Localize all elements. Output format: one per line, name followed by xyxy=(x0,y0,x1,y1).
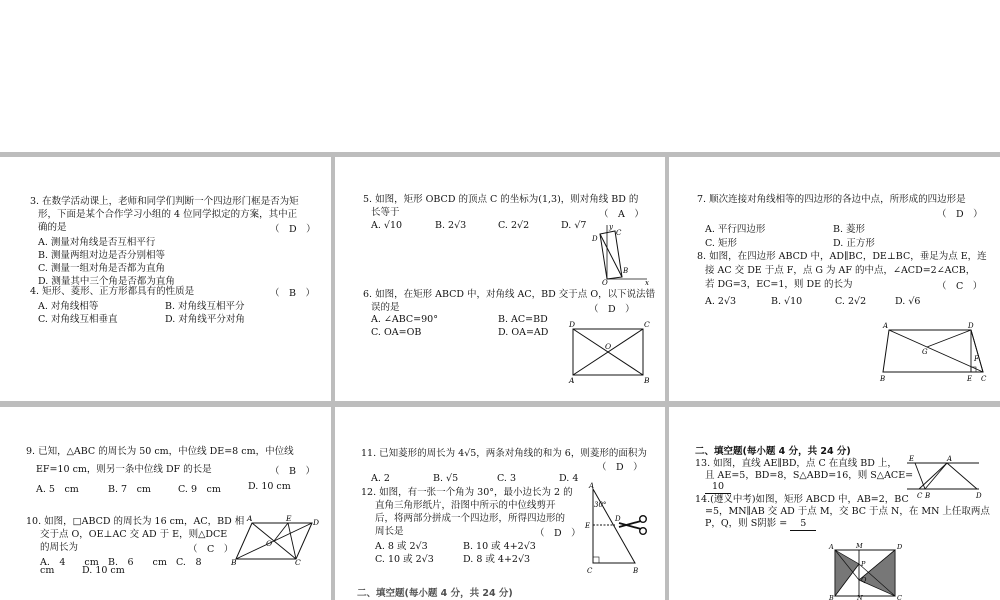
q8-line-1: 8. 如图，在四边形 ABCD 中，AD∥BC，DE⊥BC，垂足为点 E，连 xyxy=(697,251,987,262)
q6-answer: （ D ） xyxy=(589,304,635,315)
q14-line-3: P，Q，则 S阴影 = xyxy=(705,518,788,529)
q6-option-b: B. AC=BD xyxy=(498,314,548,325)
q7-answer: （ D ） xyxy=(937,209,983,220)
q9-line-1: 9. 已知，△ABC 的周长为 50 cm，中位线 DE=8 cm，中位线 xyxy=(26,446,294,457)
q9-option-b: B. 7 cm xyxy=(108,484,151,495)
scissors-icon xyxy=(619,516,646,535)
q13-label-c: C xyxy=(917,492,923,500)
q12-option-a: A. 8 或 2√3 xyxy=(375,541,428,552)
q12-option-d: D. 8 或 4+2√3 xyxy=(463,554,531,565)
q12-line-4: 周长是 xyxy=(375,526,404,537)
q13-answer: 10 xyxy=(705,480,731,494)
q14-answer: 5 xyxy=(790,517,816,531)
q5-option-d: D. √7 xyxy=(561,220,587,231)
q12-line-2: 直角三角形纸片，沿图中所示的中位线剪开 xyxy=(375,500,556,511)
q11-option-b: B. √5 xyxy=(433,473,459,484)
q8-label-c: C xyxy=(981,375,987,383)
q10-label-o: O xyxy=(266,539,273,548)
q5-line-2: 长等于 xyxy=(371,207,400,218)
q8-figure xyxy=(879,320,991,384)
panel-q7-q8 xyxy=(669,157,1000,401)
q3-option-b: B. 测量两组对边是否分别相等 xyxy=(38,250,166,261)
q13-line-2: 且 AE=5，BD=8，S△ABD=16，则 S△ACE= xyxy=(705,470,914,481)
q10-label-e: E xyxy=(286,514,292,523)
q14-label-m: M xyxy=(856,542,863,550)
q4-line: 4. 矩形、菱形、正方形都具有的性质是 xyxy=(30,286,195,297)
q14-label-q: Q xyxy=(861,576,867,584)
q13-line-1: 13. 如图，直线 AE∥BD，点 C 在直线 BD 上， xyxy=(695,458,897,469)
q7-line: 7. 顺次连接对角线相等的四边形的各边中点，所形成的四边形是 xyxy=(697,194,966,205)
q5-label-x: x xyxy=(645,279,649,287)
q5-option-b: B. 2√3 xyxy=(435,220,467,231)
q9-answer: （ B ） xyxy=(270,466,315,477)
q8-label-b: B xyxy=(880,375,886,383)
q6-label-c: C xyxy=(644,320,650,329)
q9-option-a: A. 5 cm xyxy=(36,484,79,495)
q14-line-2: =5，MN∥AB 交 AD 于点 M，交 BC 于点 N，在 MN 上任取两点 xyxy=(705,506,990,517)
q11-answer: （ D ） xyxy=(597,462,643,473)
panel-q9-q10 xyxy=(0,407,331,600)
q9-option-c: C. 9 cm xyxy=(178,484,221,495)
q6-option-d: D. OA=AD xyxy=(498,327,549,338)
q10-label-a: A xyxy=(247,514,253,523)
q6-line-2: 误的是 xyxy=(371,302,400,313)
q8-label-a: A xyxy=(883,322,889,330)
q6-label-a: A xyxy=(569,376,575,385)
q7-option-d: D. 正方形 xyxy=(833,238,875,249)
q10-option-b: B. 6 cm xyxy=(108,557,167,568)
q5-line-1: 5. 如图，矩形 OBCD 的顶点 C 的坐标为(1,3)，则对角线 BD 的 xyxy=(363,194,639,205)
q12-label-e: E xyxy=(585,522,591,530)
q4-option-a: A. 对角线相等 xyxy=(38,301,99,312)
q11-line: 11. 已知菱形的周长为 4√5，两条对角线的和为 6，则菱形的面积为 xyxy=(361,448,647,459)
q7-option-c: C. 矩形 xyxy=(705,238,737,249)
q10-option-a: A. 4 cm xyxy=(40,557,99,568)
panel-q5-q6 xyxy=(335,157,665,401)
q6-figure xyxy=(567,317,655,385)
q11-option-d: D. 4 xyxy=(559,473,579,484)
q8-option-b: B. √10 xyxy=(771,296,803,307)
q8-option-a: A. 2√3 xyxy=(705,296,737,307)
q3-line-1: 3. 在数学活动课上，老师和同学们判断一个四边形门框是否为矩 xyxy=(30,196,299,207)
q5-label-o: O xyxy=(602,279,608,287)
q8-label-d: D xyxy=(968,322,974,330)
panel-q3-q4 xyxy=(0,157,331,401)
q12-label-c: C xyxy=(587,567,593,575)
q8-answer: （ C ） xyxy=(937,281,983,292)
q14-label-c: C xyxy=(897,594,902,600)
q12-label-a: A xyxy=(589,482,595,490)
q3-option-a: A. 测量对角线是否互相平行 xyxy=(38,237,156,248)
q9-option-d: D. 10 cm xyxy=(248,481,291,492)
q13-label-e: E xyxy=(909,455,915,463)
q10-option-d: D. 10 cm xyxy=(82,565,125,576)
q5-figure xyxy=(589,221,651,285)
q12-label-angle: 30° xyxy=(594,501,607,509)
q5-label-d: D xyxy=(592,235,598,243)
q6-label-o: O xyxy=(605,342,612,351)
q13-label-d: D xyxy=(976,492,982,500)
q8-line-3: 若 DG=3，EC=1，则 DE 的长为 xyxy=(705,279,853,290)
q11-option-c: C. 3 xyxy=(497,473,517,484)
q12-figure xyxy=(581,481,657,577)
q14-answer-line xyxy=(705,517,816,531)
q8-label-g: G xyxy=(922,348,928,356)
q4-answer: （ B ） xyxy=(270,288,315,299)
q12-option-b: B. 10 或 4+2√3 xyxy=(463,541,536,552)
q10-option-c: C. 8 xyxy=(176,557,202,568)
q5-option-a: A. √10 xyxy=(371,220,403,231)
q10-label-b: B xyxy=(231,558,237,567)
q4-option-c: C. 对角线互相垂直 xyxy=(38,314,118,325)
q10-answer: （ C ） xyxy=(188,544,234,555)
q5-label-y: y xyxy=(609,223,613,231)
q10-line-3: 的周长为 xyxy=(40,542,79,553)
q6-option-a: A. ∠ABC=90° xyxy=(371,314,438,325)
q3-option-c: C. 测量一组对角是否都为直角 xyxy=(38,263,165,274)
q8-label-f: F xyxy=(974,355,979,363)
q4-option-d: D. 对角线平分对角 xyxy=(165,314,245,325)
q10-line-2: 交于点 O，OE⊥AC 交 AD 于 E，则△DCE xyxy=(40,529,228,540)
q14-label-n: N xyxy=(857,594,863,600)
q12-line-3: 后，将两部分拼成一个四边形，所得四边形的 xyxy=(375,513,566,524)
q8-option-c: C. 2√2 xyxy=(835,296,867,307)
q13-label-b: B xyxy=(925,492,931,500)
q14-label-p: P xyxy=(861,560,866,568)
q13-label-a: A xyxy=(947,455,953,463)
q6-line-1: 6. 如图，在矩形 ABCD 中，对角线 AC，BD 交于点 O，以下说法错 xyxy=(363,289,656,300)
q8-line-2: 接 AC 交 DE 于点 F，点 G 为 AF 的中点，∠ACD=2∠ACB， xyxy=(705,265,976,276)
q7-option-a: A. 平行四边形 xyxy=(705,224,766,235)
q14-figure xyxy=(827,540,907,600)
q9-line-2: EF=10 cm，则另一条中位线 DF 的长是 xyxy=(36,464,212,475)
q13-figure xyxy=(905,451,987,501)
section-title: 二、填空题(每小题 4 分，共 24 分) xyxy=(695,446,851,457)
q14-line-1: 14.(遵义中考)如图，矩形 ABCD 中，AB=2，BC xyxy=(695,494,909,505)
q10-line-1: 10. 如图，□ABCD 的周长为 16 cm，AC，BD 相 xyxy=(26,516,245,527)
q3-option-d: D. 测量其中三个角是否都为直角 xyxy=(38,276,175,287)
q14-label-d: D xyxy=(897,543,903,551)
q6-option-c: C. OA=OB xyxy=(371,327,422,338)
panel-fill-in xyxy=(669,407,1000,600)
q12-answer: （ D ） xyxy=(535,528,581,539)
q7-option-b: B. 菱形 xyxy=(833,224,866,235)
q4-option-b: B. 对角线互相平分 xyxy=(165,301,245,312)
q8-option-d: D. √6 xyxy=(895,296,921,307)
q10-label-d: D xyxy=(313,518,320,527)
q12-line-1: 12. 如图，有一张一个角为 30°，最小边长为 2 的 xyxy=(361,487,573,498)
q3-line-2: 形，下面是某个合作学习小组的 4 位同学拟定的方案，其中正 xyxy=(38,209,298,220)
top-blank-area xyxy=(0,0,1000,152)
q11-option-a: A. 2 xyxy=(371,473,390,484)
q3-answer: （ D ） xyxy=(270,224,316,235)
q5-label-c: C xyxy=(616,229,622,237)
q5-answer: （ A ） xyxy=(599,209,644,220)
q5-label-b: B xyxy=(623,267,629,275)
q3-line-3: 确的是 xyxy=(38,222,67,233)
q5-option-c: C. 2√2 xyxy=(498,220,530,231)
q12-label-d: D xyxy=(615,515,621,523)
q8-label-e: E xyxy=(967,375,973,383)
panel-q11-q12 xyxy=(335,407,665,600)
q10-option-c-unit: cm xyxy=(40,565,55,576)
q12-label-b: B xyxy=(633,567,639,575)
cut-section-title: 二、填空题(每小题 4 分，共 24 分) xyxy=(357,588,513,599)
q6-label-d: D xyxy=(569,320,576,329)
q14-label-b: B xyxy=(829,594,834,600)
q10-label-c: C xyxy=(295,558,301,567)
q14-label-a: A xyxy=(829,543,834,551)
q6-label-b: B xyxy=(644,376,650,385)
q10-figure xyxy=(232,513,324,565)
q12-option-c: C. 10 或 2√3 xyxy=(375,554,434,565)
